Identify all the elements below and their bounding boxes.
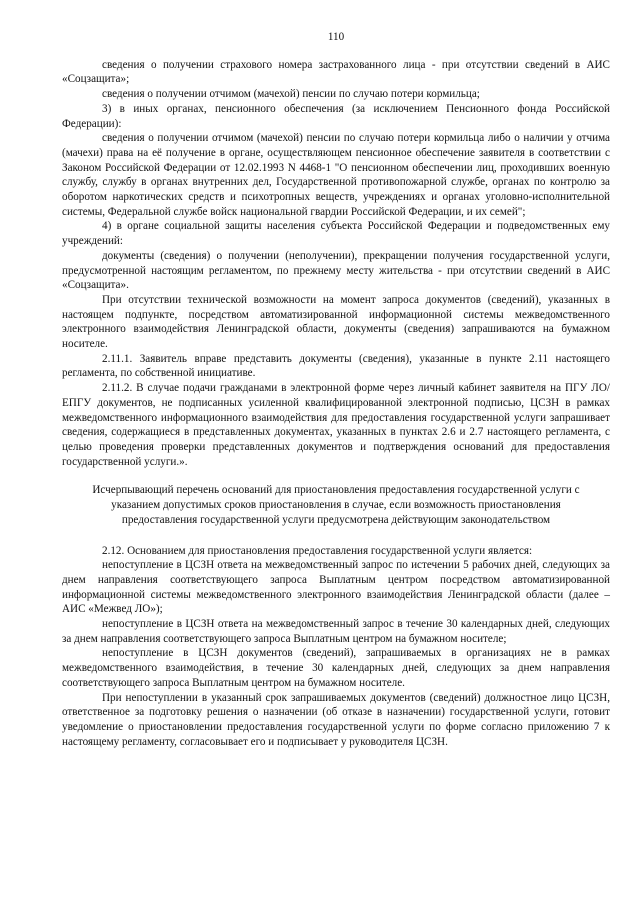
paragraph-stepfather-pension: сведения о получении отчимом (мачехой) пенсии по случаю потери кормильца; — [102, 88, 480, 101]
spacer — [62, 528, 610, 544]
paragraph-30-days-paper: непоступление в ЦСЗН ответа на межведомственный запрос в течение 30 календарных дней, следующих за днем направления соответствующего запроса Выплатным центром на бумажном носителе; — [62, 618, 610, 645]
page-number: 110 — [327, 31, 345, 43]
paragraph-no-technical-possibility: При отсутствии технической возможности на момент запроса документов (сведений), указанных в настоящем подпункте, посредством автоматизированной информационной системы межведомственного электронного взаимодействия Ленинградской области, документы (сведения) запрашиваются на бумажном носителе. — [62, 293, 610, 351]
paragraph-2-11-2: 2.11.2. В случае подачи гражданами в электронной форме через личный кабинет заявителя на ПГУ ЛО/ ЕПГУ документов, не подписанных усиленной квалифицированной электронной подписью, ЦСЗН в рамках межведомственного информационного взаимодействия для предоставления государственной услуги запрашивает сведения, содержащиеся в представленных документах, указанных в пунктах 2.6 и 2.7 настоящего регламента, с целью проведения проверки представленных документов и подтверждения оснований для предоставления государственной услуги.». — [62, 382, 610, 468]
paragraph-2-12: 2.12. Основанием для приостановления предоставления государственной услуги является: — [102, 544, 533, 557]
paragraph-other-pension-bodies: 3) в иных органах, пенсионного обеспечения (за исключением Пенсионного фонда Российской Федерации): — [62, 102, 610, 130]
paragraph-previous-residence-docs: документы (сведения) о получении (неполучении), прекращении получения государственной услуги, предусмотренной настоящим регламентом, по прежнему месту жительства - при отсутствии сведений в АИС «Соцзащита». — [62, 249, 610, 292]
spacer — [62, 469, 610, 483]
paragraph-30-days-organizations: непоступление в ЦСЗН документов (сведений), запрашиваемых в организациях не в рамках межведомственного взаимодействия, в течение 30 календарных дней, следующих за днем направления соответствующего запроса Выплатным центром на бумажном носителе. — [62, 647, 610, 689]
paragraph-insurance-number: сведения о получении страхового номера застрахованного лица - при отсутствии сведений в АИС «Соцзащита»; — [62, 58, 610, 86]
section-heading: Исчерпывающий перечень оснований для приостановления предоставления государственной услуги с указанием допустимых сроков приостановления в случае, если возможность приостановления предоставления государственной услуги предусмотрена действующим законодательством — [92, 484, 580, 526]
paragraph-5-working-days: непоступление в ЦСЗН ответа на межведомственный запрос по истечении 5 рабочих дней, следующих за днем направления соответствующего запроса Выплатным центром посредством автоматизированной информационной системы межведомственного электронного взаимодействия Ленинградской области (далее – АИС «Межвед ЛО»); — [62, 559, 610, 616]
paragraph-suspension-notice: При непоступлении в указанный срок запрашиваемых документов (сведений) должностное лицо ЦСЗН, ответственное за подготовку решения о назначении (об отказе в назначении) государственной услуги, готовит уведомление о приостановлении предоставления государственной услуги по форме согласно приложению 7 к настоящему регламенту, согласовывает его и подписывает у руководителя ЦСЗН. — [62, 691, 610, 748]
paragraph-pension-law-details: сведения о получении отчимом (мачехой) пенсии по случаю потери кормильца либо о наличии у отчима (мачехи) права на её получение в органе, осуществляющем пенсионное обеспечение заявителя в соответствии с Законом Российской Федерации от 12.02.1993 N 4468-1 "О пенсионном обеспечении лиц, проходивших военную службу, службу в органах внутренних дел, Государственной противопожарной службе, органах по контролю за оборотом наркотических средств и психотропных веществ, учреждениях и органах уголовно-исполнительной системы, Федеральной службе войск национальной гвардии Российской Федерации, и их семей"; — [62, 132, 610, 218]
paragraph-2-11-1: 2.11.1. Заявитель вправе представить документы (сведения), указанные в пункте 2.11 настоящего регламента, по собственной инициативе. — [62, 352, 610, 380]
page-content — [62, 30, 610, 749]
paragraph-social-protection-body: 4) в органе социальной защиты населения субъекта Российской Федерации и подведомственных ему учреждений: — [62, 220, 610, 248]
